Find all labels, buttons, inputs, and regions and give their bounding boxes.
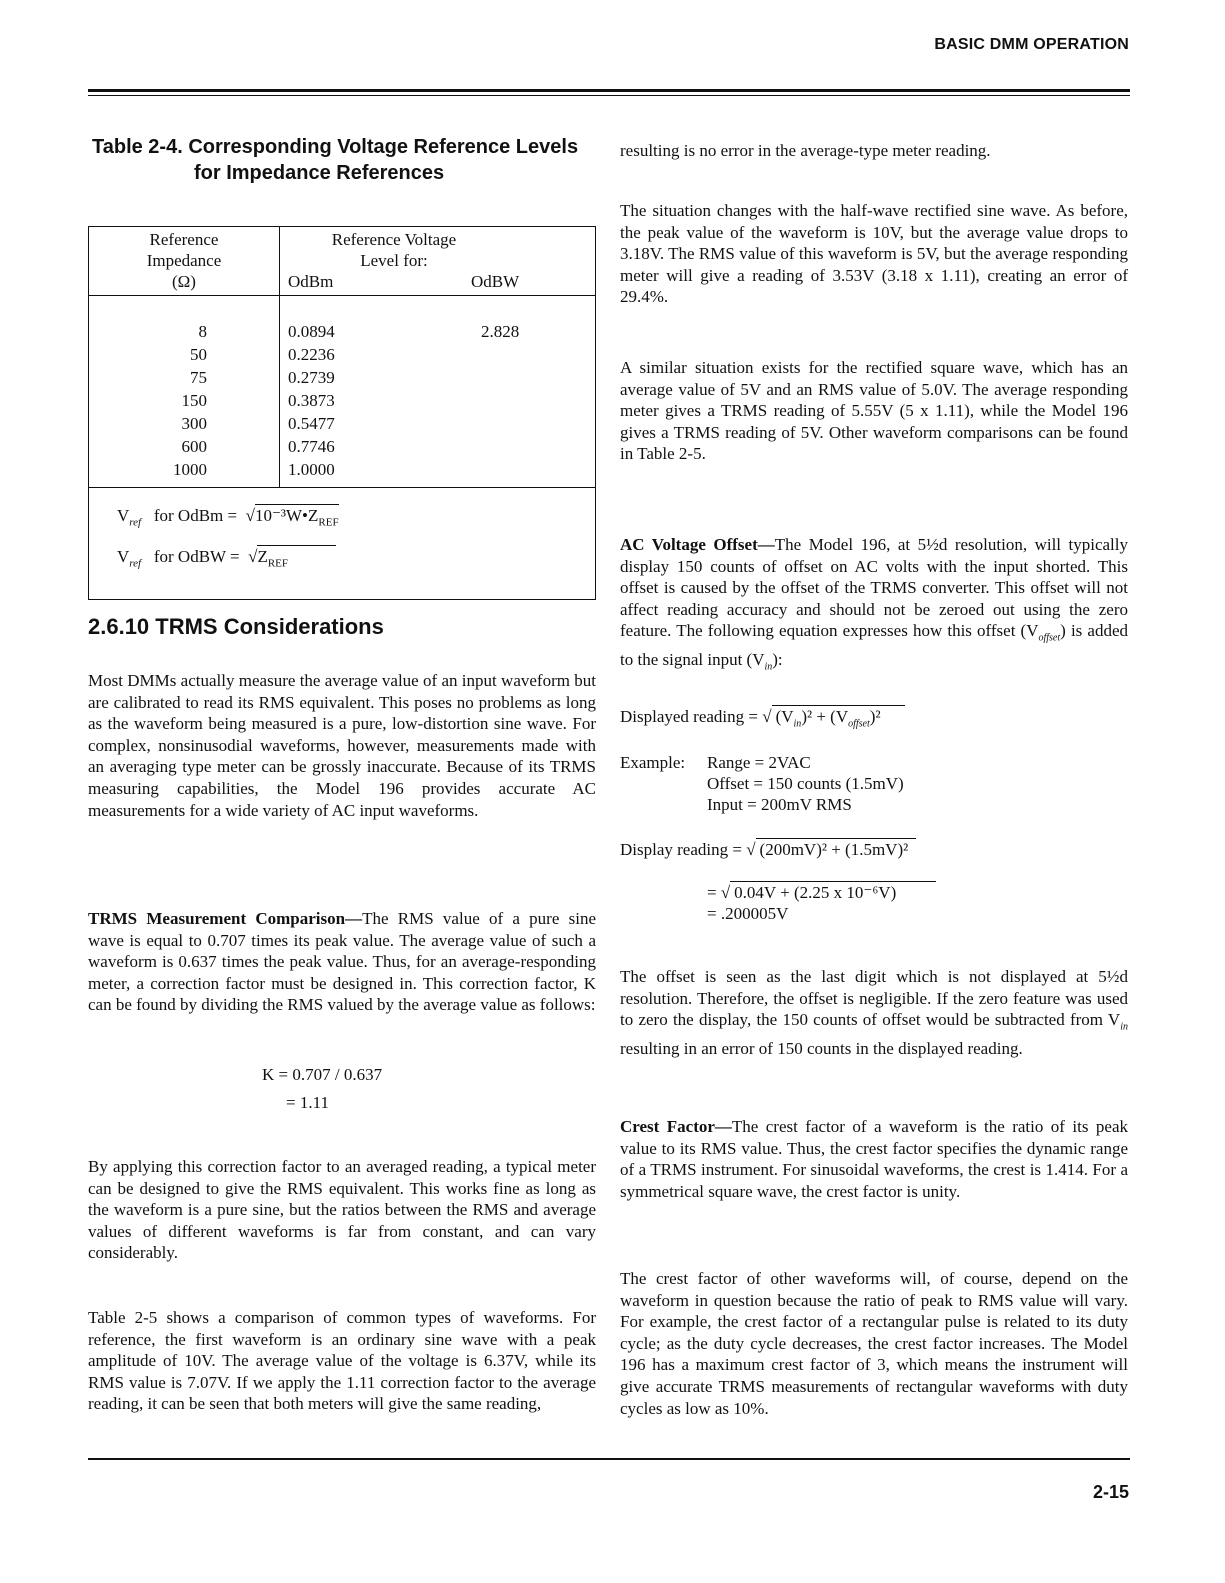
- equation-display-reading: Display reading = √ (200mV)² + (1.5mV)²: [620, 839, 916, 860]
- page-number: 2-15: [1092, 1482, 1129, 1502]
- example-input: Input = 200mV RMS: [707, 795, 852, 814]
- equation-k-result: = 1.11: [286, 1093, 329, 1112]
- reference-table: Reference Impedance (Ω) Reference Voltage Level for: OdBm OdBW 8 0.0894 2.828 50 0.2236 75 0.2739 150 0.3873 300 0.5477 600 0.7746 1000 1.0000 $V_{ref}$ for OdBm = $√10^{-3}W•Z_{REF}$ $V_{ref}$ for OdBW = $√Z_{REF}$: [88, 226, 596, 600]
- running-header: BASIC DMM OPERATION: [934, 36, 1129, 53]
- paragraph-ac-offset: AC Voltage Offset—The Model 196, at 5½d resolution, will typically display 150 counts of offset on AC volts with the input shorted. This offset is caused by the offset of the TRMS converter. This offset will not affect reading accuracy and should not be zeroed out using the zero feature. The following equation expresses how this offset $(V_{offset})$ is added to the signal input $(V_{in})$:: [620, 535, 1128, 673]
- paragraph-intro: Most DMMs actually measure the average value of an input waveform but are calibrated to read its RMS equivalent. This poses no problems as long as the waveform being measured is a pure, low-distortion sine wave. For complex, nonsinusodial waveforms, however, measurements made with an averaging type meter can be grossly inaccurate. Because of its TRMS measuring capabilities, the Model 196 provides accurate AC measurements for a wide variety of AC input waveforms.: [88, 671, 596, 820]
- paragraph-correction: By applying this correction factor to an averaged reading, a typical meter can be designed to give the RMS equivalent. This works fine as long as the waveform is a pure sine, but the ratios between the RMS and average values of different waveforms is far from constant, and can vary considerably.: [88, 1157, 596, 1263]
- equation-k: K = 0.707 / 0.637: [262, 1065, 383, 1084]
- example-label: Example:: [620, 753, 686, 772]
- paragraph-trms-comparison: TRMS Measurement Comparison—The RMS value of a pure sine wave is equal to 0.707 times its peak value. The average value of such a waveform is 0.637 times the peak value. Thus, for an average-responding meter, a correction factor must be designed in. This correction factor, K can be found by dividing the RMS valued by the average value as follows:: [88, 909, 597, 1015]
- header-dbm: OdBm: [288, 272, 334, 291]
- formula-odbm: $V_{ref}$ for OdBm = $√10^{-3}W•Z_{REF}$: [117, 506, 339, 529]
- equation-result: = .200005V: [707, 904, 789, 923]
- paragraph-table-ref: Table 2-5 shows a comparison of common types of waveforms. For reference, the first waveform is an ordinary sine wave with a peak amplitude of 10V. The average value of the voltage is 6.37V, while its RMS value is 7.07V. If we apply the 1.11 correction factor to the average reading, it can be seen that both meters will give the same reading,: [88, 1308, 596, 1414]
- example-offset: Offset = 150 counts (1.5mV): [707, 774, 904, 793]
- table-caption-line1: Table 2-4. Corresponding Voltage Reference Levels: [92, 136, 579, 158]
- paragraph-no-error: resulting is no error in the average-type meter reading.: [620, 141, 991, 160]
- paragraph-half-wave: The situation changes with the half-wave rectified sine wave. As before, the peak value of the waveform is 10V, but the average value drops to 3.18V. The RMS value of this waveform is 5V, but the average responding meter will give a reading of 3.53V (3.18 x 1.11), creating an error of 29.4%.: [620, 201, 1128, 307]
- header-dbw: OdBW: [471, 272, 520, 291]
- footer-rule: [88, 1458, 1130, 1460]
- paragraph-offset-digit: The offset is seen as the last digit which is not displayed at 5½d resolution. Therefore, the offset is negligible. If the zero feature was used to zero the display, the 150 counts of offset would be subtracted from $V_{in}$ resulting in an error of 150 counts in the displayed reading.: [620, 967, 1128, 1059]
- paragraph-square-wave: A similar situation exists for the rectified square wave, which has an average value of 5V and an RMS value of 5.0V. The average responding meter gives a TRMS reading of 5.55V (5 x 1.11), while the Model 196 gives a TRMS reading of 5V. Other waveform comparisons can be found in Table 2-5.: [620, 358, 1128, 464]
- formula-odbw: $V_{ref}$ for OdBW = $√Z_{REF}$: [117, 547, 336, 569]
- example-range: Range = 2VAC: [707, 753, 811, 772]
- header-rule-thick: [88, 89, 1130, 92]
- equation-expanded: = √ 0.04V + (2.25 x 10⁻⁶V): [707, 882, 936, 903]
- paragraph-crest-other: The crest factor of other waveforms will, of course, depend on the waveform in question because the ratio of peak to RMS value will vary. For example, the crest factor of a rectangular pulse is related to its duty cycle; as the duty cycle decreases, the crest factor increases. The Model 196 has a maximum crest factor of 3, which means the instrument will give accurate TRMS measurements of rectangular waveforms with duty cycles as low as 10%.: [620, 1269, 1128, 1418]
- equation-displayed-reading: Displayed reading = √ $(V_{in})^2 + (V_{offset})^2$: [620, 706, 905, 734]
- table-caption: [92, 134, 602, 186]
- header-impedance: Reference Impedance (Ω): [146, 230, 222, 291]
- table-caption-line2: for Impedance References: [194, 162, 445, 184]
- section-heading: 2.6.10 TRMS Considerations: [88, 614, 384, 639]
- header-ref-voltage: Reference Voltage Level for:: [331, 230, 457, 270]
- paragraph-crest-factor: Crest Factor—The crest factor of a waveform is the ratio of its peak value to its RMS value. Thus, the crest factor specifies the dynamic range of a TRMS instrument. For sinusoidal waveforms, the crest is 1.414. For a symmetrical square wave, the crest factor is unity.: [620, 1117, 1128, 1201]
- header-rule-thin: [88, 95, 1130, 96]
